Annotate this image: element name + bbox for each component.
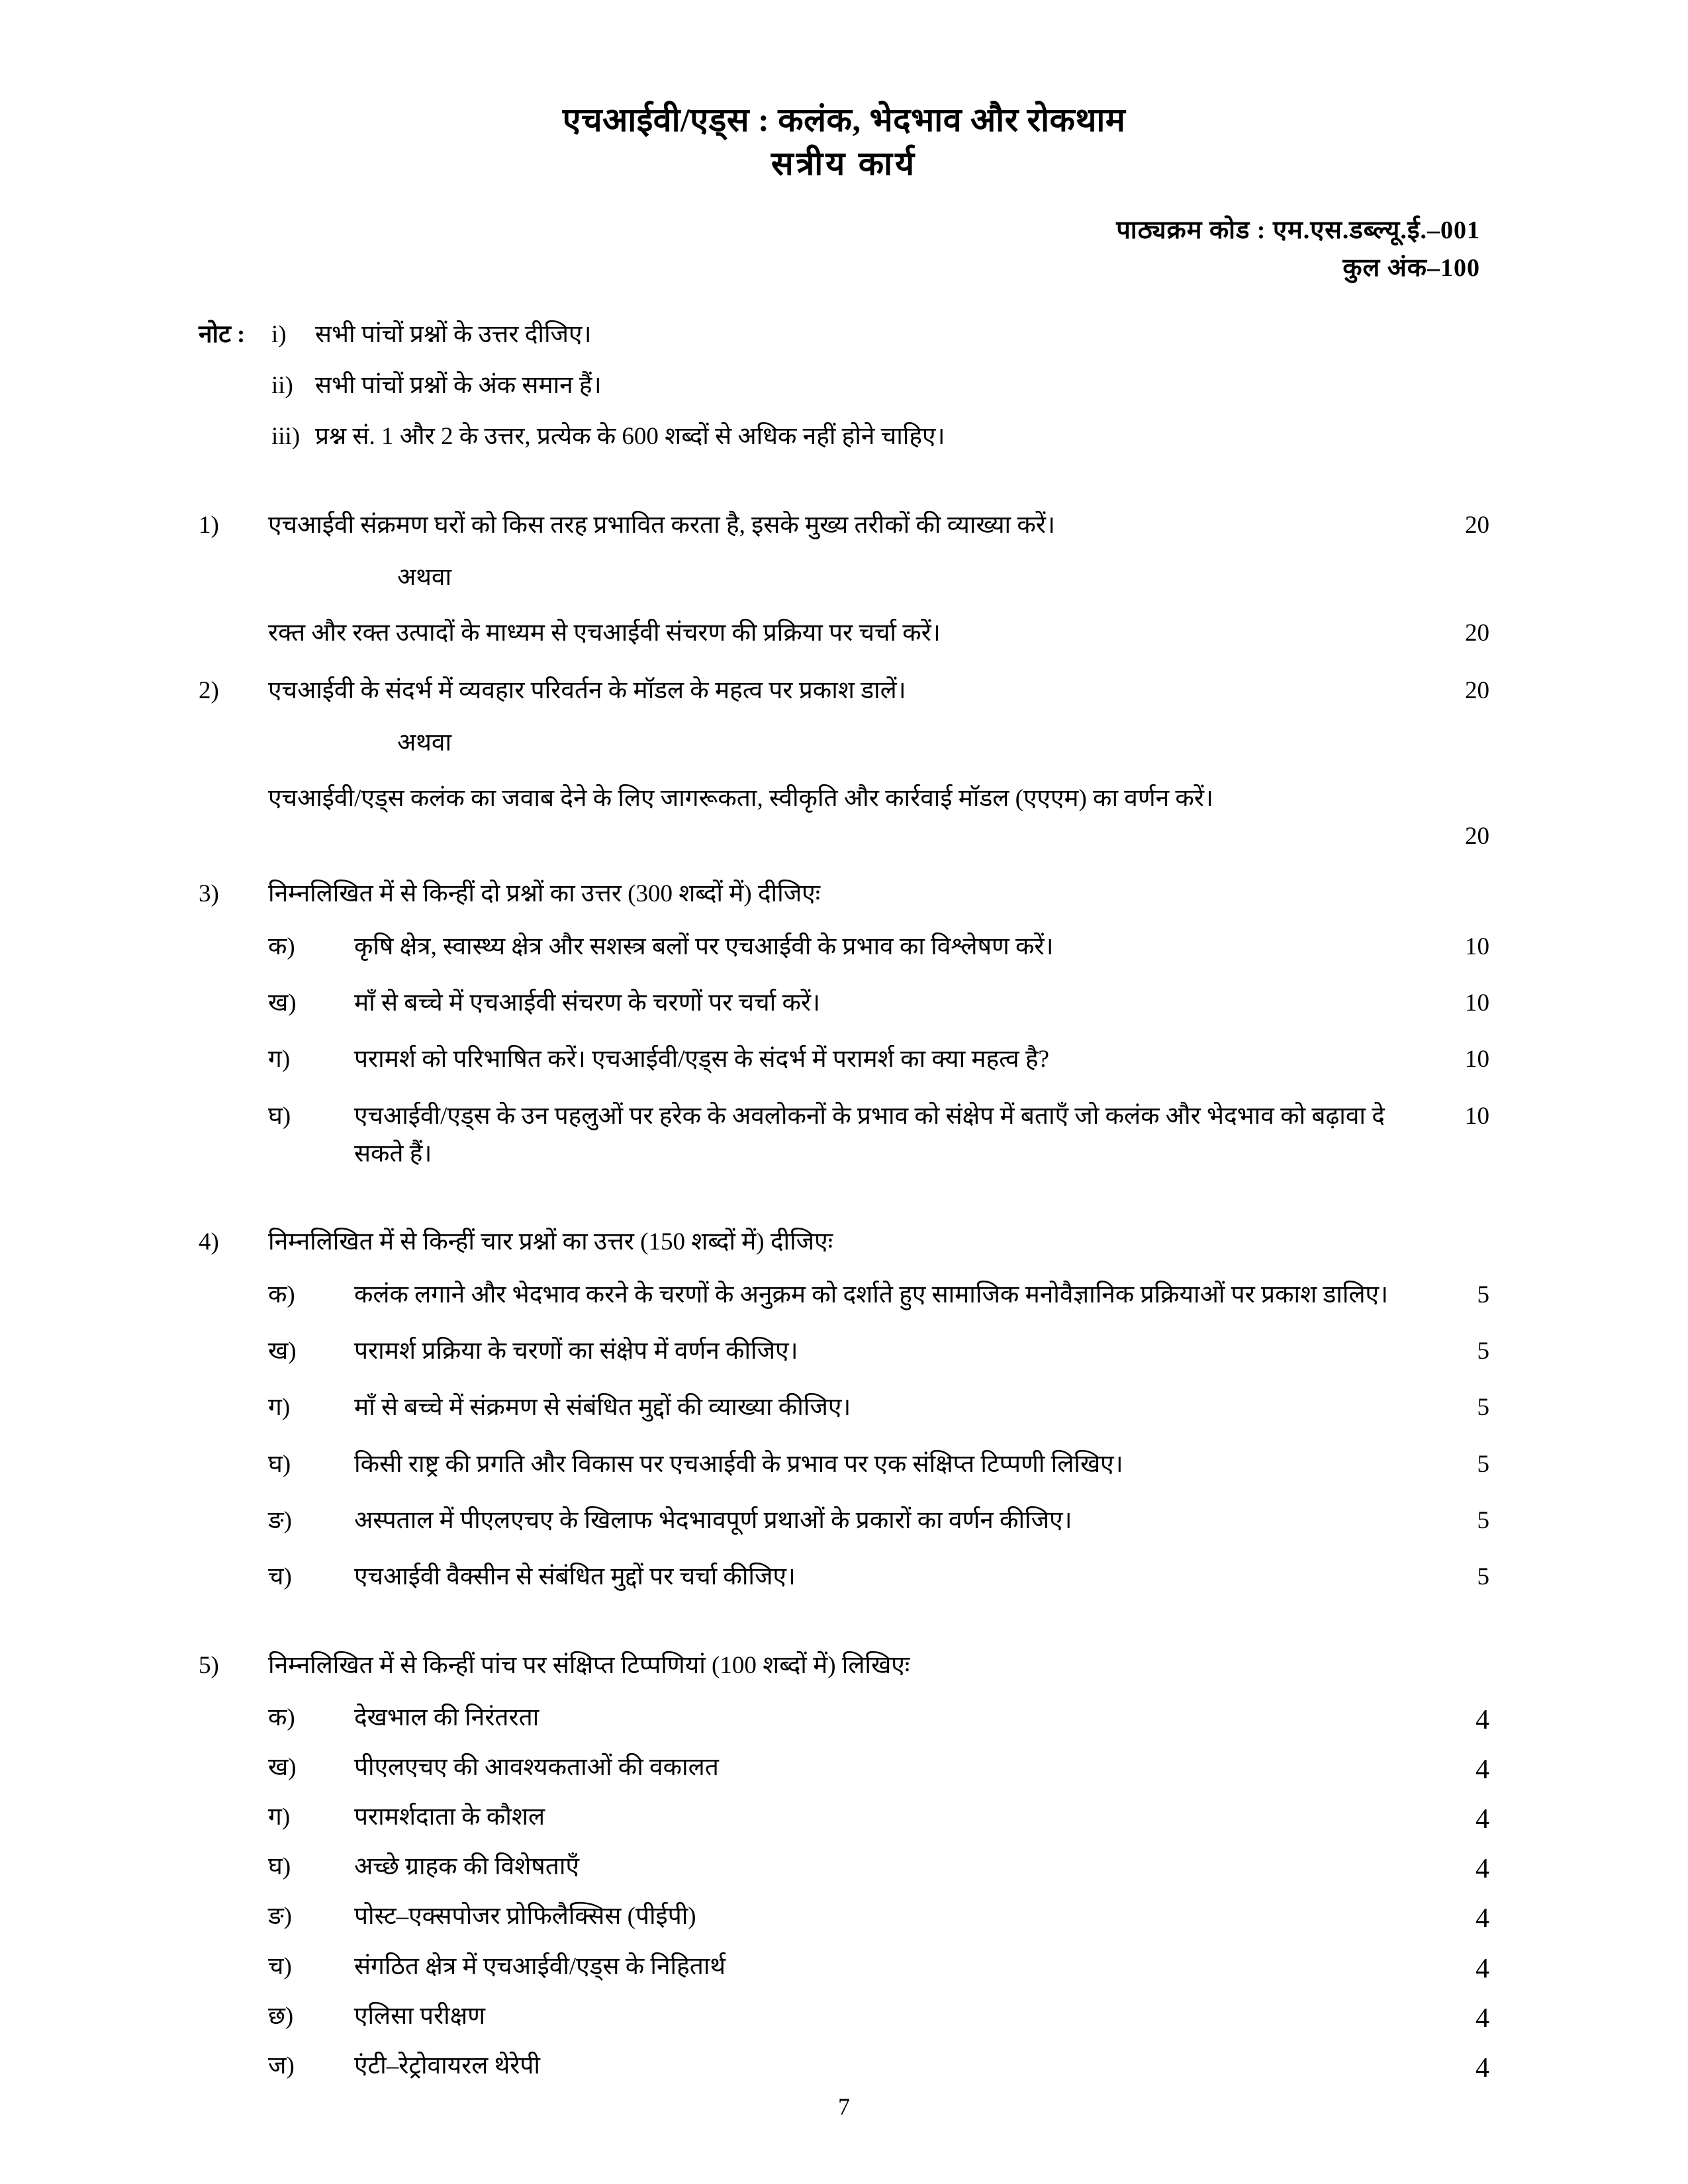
page-title xyxy=(199,79,1489,185)
sub-question-marks: 4 xyxy=(1476,2003,1489,2034)
sub-question xyxy=(268,1558,1489,1596)
question-text: निम्नलिखित में से किन्हीं चार प्रश्नों का उत्तर (150 शब्दों में) दीजिएः xyxy=(268,1228,833,1256)
title-line-1: एचआईवी/एड्स : कलंक, भेदभाव और रोकथाम xyxy=(562,101,1126,138)
sub-question xyxy=(268,1997,1489,2040)
question-number: 2) xyxy=(199,676,219,704)
question-marks: 20 xyxy=(1465,676,1489,704)
sub-question xyxy=(268,1502,1489,1539)
sub-question xyxy=(268,928,1489,966)
sub-question-label: ङ) xyxy=(268,1903,292,1931)
sub-question-label: ग) xyxy=(268,1394,291,1422)
sub-question-marks: 4 xyxy=(1476,1705,1489,1736)
sub-question-marks: 5 xyxy=(1477,1337,1489,1365)
note-number: i) xyxy=(271,321,287,348)
question-alt-text: रक्त और रक्त उत्पादों के माध्यम से एचआईवी संचरण की प्रक्रिया पर चर्चा करें। xyxy=(268,619,941,647)
question-text: एचआईवी संक्रमण घरों को किस तरह प्रभावित करता है, इसके मुख्य तरीकों की व्याख्या करें। xyxy=(268,511,1055,539)
sub-question-text: कलंक लगाने और भेदभाव करने के चरणों के अनुक्रम को दर्शाते हुए सामाजिक मनोवैज्ञानिक प्रक्रियाओं पर प्रकाश डालिए। xyxy=(354,1281,1389,1308)
sub-question-label: ख) xyxy=(268,1754,297,1782)
sub-question-text: कृषि क्षेत्र, स्वास्थ्य क्षेत्र और सशस्त्र बलों पर एचआईवी के प्रभाव का विश्लेषण करें। xyxy=(354,933,1054,960)
notes-list xyxy=(271,315,1489,468)
sub-question-marks: 5 xyxy=(1477,1281,1489,1308)
sub-question-label: ख) xyxy=(268,1337,297,1365)
sub-question-text: परामर्शदाता के कौशल xyxy=(354,1803,545,1831)
sub-question-label: ग) xyxy=(268,1803,291,1831)
sub-question-text: किसी राष्ट्र की प्रगति और विकास पर एचआईवी के प्रभाव पर एक संक्षिप्त टिप्पणी लिखिए। xyxy=(354,1450,1123,1478)
question-marks: 20 xyxy=(1465,511,1489,539)
sub-question-label: च) xyxy=(268,1563,292,1591)
or-separator: अथवा xyxy=(397,564,452,592)
sub-question-text: अस्पताल में पीएलएचए के खिलाफ भेदभावपूर्ण प्रथाओं के प्रकारों का वर्णन कीजिए। xyxy=(354,1507,1072,1534)
sub-question-text: माँ से बच्चे में संक्रमण से संबंधित मुद्दों की व्याख्या कीजिए। xyxy=(354,1394,851,1422)
note-text: सभी पांचों प्रश्नों के अंक समान हैं। xyxy=(315,371,602,399)
question-text: निम्नलिखित में से किन्हीं पांच पर संक्षिप्त टिप्पणियां (100 शब्दों में) लिखिएः xyxy=(268,1651,910,1679)
sub-question-text: अच्छे ग्राहक की विशेषताएँ xyxy=(354,1853,579,1881)
question-block xyxy=(199,672,1489,855)
sub-question-text: परामर्श को परिभाषित करें। एचआईवी/एड्स के संदर्भ में परामर्श का क्या महत्व है? xyxy=(354,1046,1049,1073)
sub-question-text: एलिसा परीक्षण xyxy=(354,2002,485,2030)
question-block xyxy=(199,506,1489,652)
note-text: प्रश्न सं. 1 और 2 के उत्तर, प्रत्येक के 600 शब्दों से अधिक नहीं होने चाहिए। xyxy=(315,422,945,450)
note-text: सभी पांचों प्रश्नों के उत्तर दीजिए। xyxy=(315,321,592,348)
sub-question-marks: 10 xyxy=(1465,1102,1489,1130)
question-block xyxy=(199,1223,1489,1614)
sub-question-text: माँ से बच्चे में एचआईवी संचरण के चरणों पर चर्चा करें। xyxy=(354,989,821,1017)
sub-question xyxy=(268,1040,1489,1078)
sub-question-label: घ) xyxy=(268,1853,291,1881)
question-number: 1) xyxy=(199,511,219,539)
note-number: iii) xyxy=(271,422,301,450)
sub-question-text: परामर्श प्रक्रिया के चरणों का संक्षेप में वर्णन कीजिए। xyxy=(354,1337,798,1365)
sub-question-label: क) xyxy=(268,1281,295,1308)
sub-question-marks: 4 xyxy=(1476,1804,1489,1835)
sub-question-marks: 5 xyxy=(1477,1507,1489,1534)
sub-question-text: एचआईवी/एड्स के उन पहलुओं पर हरेक के अवलोकनों के प्रभाव को संक्षेप में बताएँ जो कलंक और भेदभाव को बढ़ावा दे सकते हैं। xyxy=(354,1102,1385,1167)
sub-question xyxy=(268,1276,1489,1314)
sub-question-marks: 5 xyxy=(1477,1394,1489,1422)
question-text: एचआईवी के संदर्भ में व्यवहार परिवर्तन के मॉडल के महत्व पर प्रकाश डालें। xyxy=(268,676,906,704)
note-number: ii) xyxy=(271,371,293,399)
sub-question xyxy=(268,1848,1489,1891)
question-block xyxy=(199,875,1489,1191)
sub-question-marks: 4 xyxy=(1476,2052,1489,2083)
sub-question-text: पीएलएचए की आवश्यकताओं की वकालत xyxy=(354,1754,719,1782)
sub-question xyxy=(268,1749,1489,1792)
sub-question-label: क) xyxy=(268,1704,295,1732)
sub-question-text: देखभाल की निरंतरता xyxy=(354,1704,539,1732)
sub-question-label: ङ) xyxy=(268,1507,292,1534)
sub-question-marks: 4 xyxy=(1476,1754,1489,1786)
total-marks: कुल अंक–100 xyxy=(1342,254,1480,282)
note-item xyxy=(271,366,1489,406)
sub-question-text: एंटी–रेट्रोवायरल थेरेपी xyxy=(354,2052,541,2079)
sub-question xyxy=(268,1097,1489,1173)
sub-question xyxy=(268,1897,1489,1940)
course-code: पाठ्यक्रम कोड : एम.एस.डब्ल्यू.ई.–001 xyxy=(1116,216,1480,244)
question-alt-text: एचआईवी/एड्स कलंक का जवाब देने के लिए जागरूकता, स्वीकृति और कार्रवाई मॉडल (एएएम) का वर्णन करें। xyxy=(268,784,1213,812)
sub-question xyxy=(268,984,1489,1022)
sub-question-marks: 4 xyxy=(1476,1903,1489,1934)
sub-question xyxy=(268,1699,1489,1742)
note-item xyxy=(271,315,1489,355)
page-number: 7 xyxy=(838,2093,850,2120)
sub-question-marks: 4 xyxy=(1476,1854,1489,1885)
sub-question xyxy=(268,1445,1489,1483)
sub-question-marks: 10 xyxy=(1465,933,1489,960)
sub-question-label: क) xyxy=(268,933,295,960)
sub-question-list xyxy=(268,928,1489,1173)
sub-question-text: पोस्ट–एक्सपोजर प्रोफिलैक्सिस (पीईपी) xyxy=(354,1903,696,1931)
questions-section xyxy=(199,506,1489,2097)
note-item xyxy=(271,417,1489,457)
question-alt-marks: 20 xyxy=(1465,822,1489,850)
question-alt-marks: 20 xyxy=(1465,619,1489,647)
question-number: 3) xyxy=(199,880,219,908)
sub-question xyxy=(268,1388,1489,1426)
sub-question-label: घ) xyxy=(268,1450,291,1478)
title-line-2: सत्रीय कार्य xyxy=(771,145,917,182)
sub-question-marks: 5 xyxy=(1477,1563,1489,1591)
sub-question-text: संगठित क्षेत्र में एचआईवी/एड्स के निहितार्थ xyxy=(354,1952,726,1980)
notes-label: नोट : xyxy=(199,321,246,348)
notes-section xyxy=(199,315,1489,468)
sub-question xyxy=(268,1798,1489,1841)
question-block xyxy=(199,1647,1489,2097)
sub-question xyxy=(268,2047,1489,2090)
sub-question-label: ख) xyxy=(268,989,297,1017)
sub-question-marks: 4 xyxy=(1476,1953,1489,1984)
question-number: 5) xyxy=(199,1651,219,1679)
question-number: 4) xyxy=(199,1228,219,1256)
sub-question-list xyxy=(268,1699,1489,2090)
course-meta xyxy=(199,212,1489,287)
sub-question xyxy=(268,1332,1489,1370)
sub-question-marks: 5 xyxy=(1477,1450,1489,1478)
or-separator: अथवा xyxy=(397,729,452,757)
sub-question xyxy=(268,1948,1489,1991)
sub-question-label: ज) xyxy=(268,2052,295,2079)
question-text: निम्नलिखित में से किन्हीं दो प्रश्नों का उत्तर (300 शब्दों में) दीजिएः xyxy=(268,880,821,908)
sub-question-list xyxy=(268,1276,1489,1596)
sub-question-label: ग) xyxy=(268,1046,291,1073)
sub-question-marks: 10 xyxy=(1465,1046,1489,1073)
sub-question-marks: 10 xyxy=(1465,989,1489,1017)
sub-question-label: छ) xyxy=(268,2002,294,2030)
sub-question-label: च) xyxy=(268,1952,292,1980)
sub-question-label: घ) xyxy=(268,1102,291,1130)
sub-question-text: एचआईवी वैक्सीन से संबंधित मुद्दों पर चर्चा कीजिए। xyxy=(354,1563,796,1591)
